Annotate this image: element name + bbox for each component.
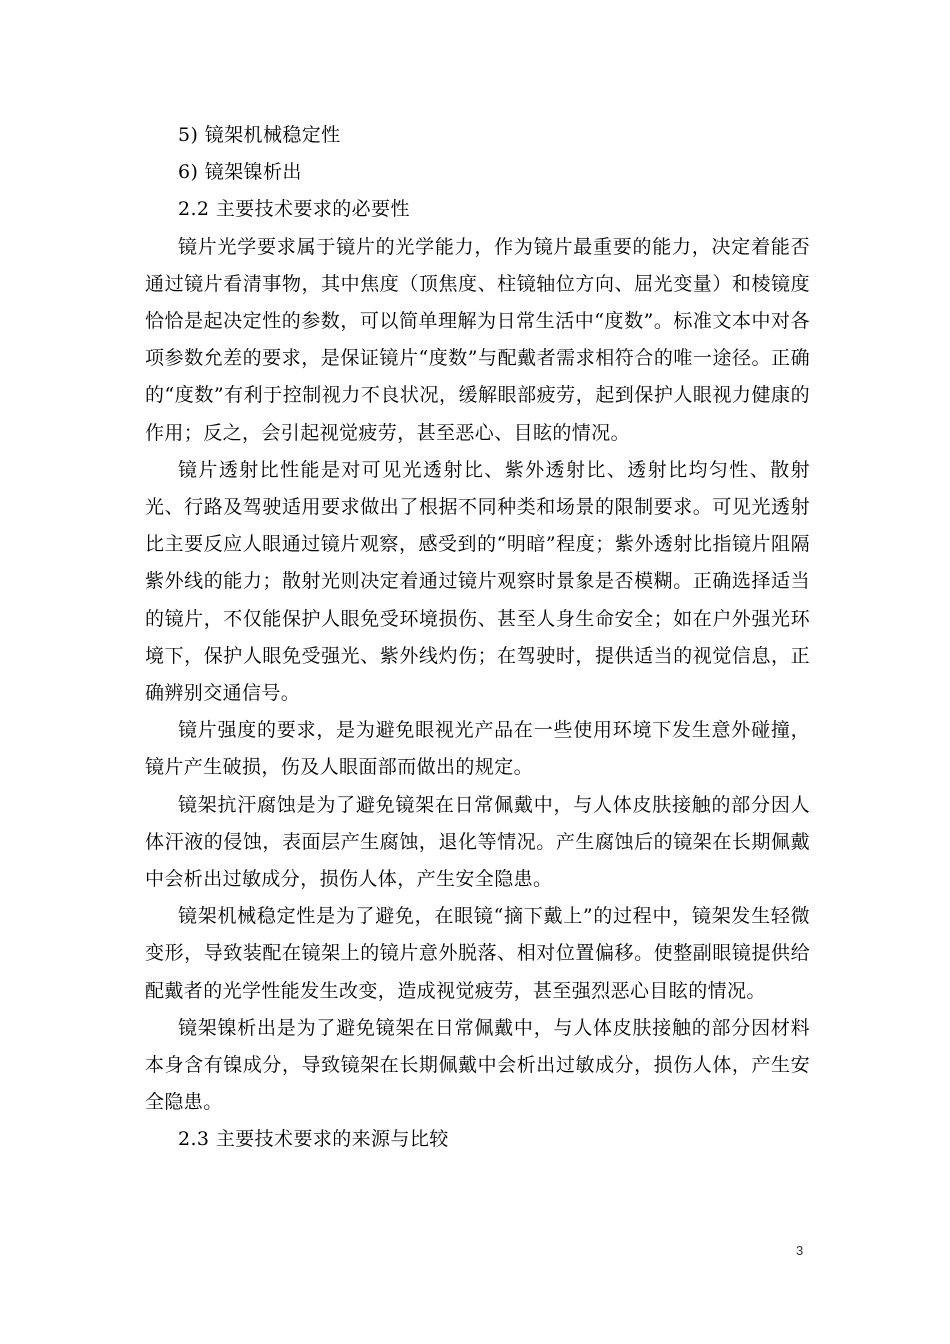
page-number: 3	[796, 1243, 804, 1258]
section-heading: 2.2 主要技术要求的必要性	[178, 198, 410, 221]
list-item: 6) 镜架镍析出	[178, 161, 302, 184]
paragraph: 镜片强度的要求，是为避免眼视光产品在一些使用环境下发生意外碰撞，镜片产生破损，伤及人眼面部而做出的规定。	[145, 719, 810, 779]
paragraph: 镜架机械稳定性是为了避免，在眼镜“摘下戴上”的过程中，镜架发生轻微变形，导致装配在镜架上的镜片意外脱落、相对位置偏移。使整副眼镜提供给配戴者的光学性能发生改变，造成视觉疲劳，甚至强烈恶心目眩的情况。	[145, 905, 810, 1002]
document-body	[145, 117, 810, 1159]
paragraph: 镜片光学要求属于镜片的光学能力，作为镜片最重要的能力，决定着能否通过镜片看清事物，其中焦度（顶焦度、柱镜轴位方向、屈光变量）和棱镜度恰恰是起决定性的参数，可以简单理解为日常生活中“度数”。标准文本中对各项参数允差的要求，是保证镜片“度数”与配戴者需求相符合的唯一途径。正确的“度数”有利于控制视力不良状况，缓解眼部疲劳，起到保护人眼视力健康的作用；反之，会引起视觉疲劳，甚至恶心、目眩的情况。	[145, 235, 810, 444]
paragraph: 镜架抗汗腐蚀是为了避免镜架在日常佩戴中，与人体皮肤接触的部分因人体汗液的侵蚀，表面层产生腐蚀，退化等情况。产生腐蚀后的镜架在长期佩戴中会析出过敏成分，损伤人体，产生安全隐患。	[145, 793, 810, 891]
list-item: 5) 镜架机械稳定性	[178, 124, 341, 146]
paragraph: 镜片透射比性能是对可见光透射比、紫外透射比、透射比均匀性、散射光、行路及驾驶适用要求做出了根据不同种类和场景的限制要求。可见光透射比主要反应人眼通过镜片观察，感受到的“明暗”程度；紫外透射比指镜片阻隔紫外线的能力；散射光则决定着通过镜片观察时景象是否模糊。正确选择适当的镜片，不仅能保护人眼免受环境损伤、甚至人身生命安全；如在户外强光环境下，保护人眼免受强光、紫外线灼伤；在驾驶时，提供适当的视觉信息，正确辨别交通信号。	[145, 458, 810, 705]
paragraph: 镜架镍析出是为了避免镜架在日常佩戴中，与人体皮肤接触的部分因材料本身含有镍成分，导致镜架在长期佩戴中会析出过敏成分，损伤人体，产生安全隐患。	[145, 1016, 810, 1114]
section-heading: 2.3 主要技术要求的来源与比较	[178, 1128, 449, 1151]
